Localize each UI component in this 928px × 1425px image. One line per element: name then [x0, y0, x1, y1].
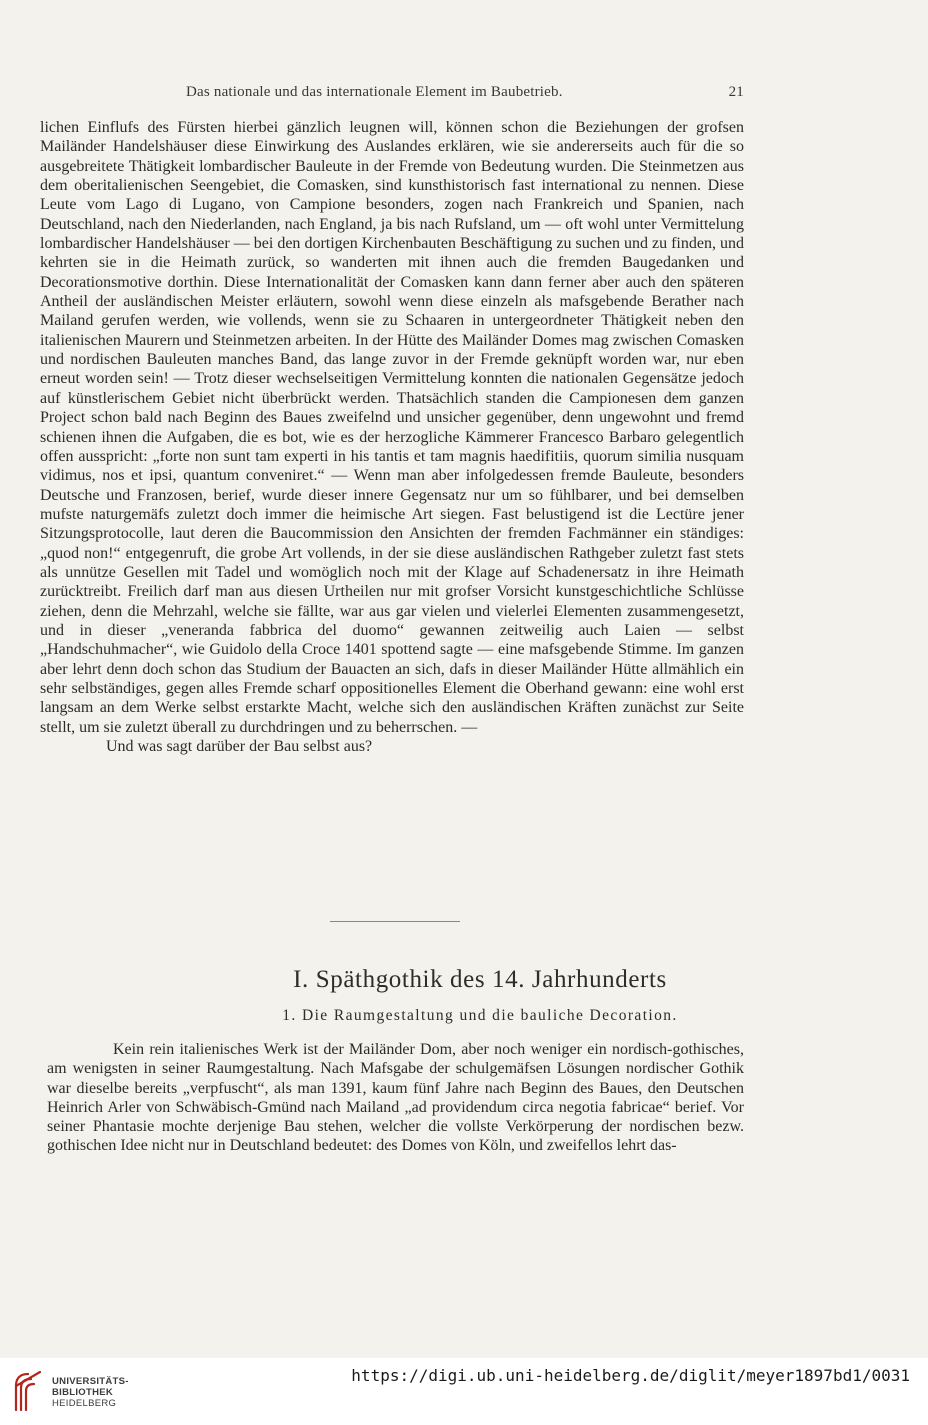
- body-text: [40, 118, 744, 756]
- section-title: 1. Die Raumgestaltung und die bauliche Decoration.: [282, 1007, 678, 1024]
- library-name-line: BIBLIOTHEK: [52, 1387, 114, 1398]
- chapter-title: I. Späthgothik des 14. Jahrhunderts: [293, 966, 667, 993]
- library-name: [52, 1376, 129, 1409]
- body-paragraph: Kein rein italienisches Werk ist der Mailänder Dom, aber noch weniger ein nordisch-gothisches, am wenigsten in seiner Raumgestaltung. Nach Mafsgabe der schulgemäfsen Lösungen nordischer Gothik war dieselbe bereits „verpfuscht“, als man 1391, kaum fünf Jahre nach Beginn des Baues, den Deutschen Heinrich Arler von Schwäbisch-Gmünd nach Mailand „ad providendum circa negotia fabricae“ berief. Vor seiner Phantasie mochte derjenige Bau stehen, welcher die vollste Verkörperung der nordischen bezw. gothischen Idee nicht nur in Deutschland bedeutet: des Domes von Köln, und zweifellos lehrt das-: [47, 1041, 744, 1155]
- section-divider: [330, 921, 460, 922]
- page-number: 21: [728, 84, 744, 100]
- running-head-title: Das nationale und das internationale Element im Baubetrieb.: [186, 84, 563, 100]
- university-library-logo-icon[interactable]: [10, 1366, 50, 1414]
- library-name-line: HEIDELBERG: [52, 1398, 117, 1409]
- body-paragraph: lichen Einflufs des Fürsten hierbei gänzlich leugnen will, können schon die Beziehungen der grofsen Mailänder Handelshäuser diese Einwirkung des Auslandes erklären, wie sie andererseits auch für die so ausgebreitete Thätigkeit lombardischer Bauleute in der Fremde von Bedeutung wurden. Die Steinmetzen aus dem oberitalienischen Seengebiet, die Comasken, sind kunsthistorisch fast international zu nennen. Diese Leute vom Lago di Lugano, von Campione besonders, zogen nach Frankreich und Spanien, nach Deutschland, nach den Niederlanden, nach England, ja bis nach Rufsland, um — oft wohl unter Vermittelung lombardischer Handelshäuser — bei den dortigen Kirchenbauten Beschäftigung zu suchen und zu finden, und kehrten sie in die Heimath zurück, so wanderten mit ihnen auch die fremden Baugedanken und Decorationsmotive dorthin. Diese Internationalität der Comasken kann dann ferner aber auch den späteren Antheil der ausländischen Meister erläutern, sowohl wenn diese einzeln als mafsgebende Berather nach Mailand gerufen werden, wie vollends, wenn sie zu Schaaren in untergeordneter Thätigkeit neben den italienischen Maurern und Steinmetzen arbeiten. In der Hütte des Mailänder Domes mag zwischen Comasken und nordischen Bauleuten manches Band, das lange zuvor in der Fremde geknüpft worden war, nur eben erneut worden sein! — Trotz dieser wechselseitigen Vermittelung konnten die nationalen Gegensätze jedoch auf künstlerischem Gebiet nicht überbrückt werden. Thatsächlich standen die Campionesen dem ganzen Project schon bald nach Beginn des Baues zweifelnd und unsicher gegenüber, denn ungewohnt und fremd schienen ihnen die Aufgaben, die es bot, wie es der herzogliche Kämmerer Francesco Barbaro gelegentlich offen ausspricht: „forte non sunt tam experti in his tantis et tam magnis haedifitiis, quorum similia nusquam vidimus, nos et ipsi, quantum conveniret.“ — Wenn man aber infolgedessen fremde Bauleute, besonders Deutsche und Franzosen, berief, wurde dieser innere Gegensatz nur um so fühlbarer, und bei demselben mufste naturgemäfs zuletzt doch immer die heimische Art siegen. Fast belustigend ist die Lectüre jener Sitzungsprotocolle, laut deren die Baucommission den Ansichten der fremden Fachmänner ein ständiges: „quod non!“ entgegenruft, die grobe Art vollends, in der sie diese ausländischen Rathgeber zuletzt fast stets als unnütze Gesellen mit Tadel und womöglich noch mit der Klage auf Schadenersatz in ihre Heimath zurücktreibt. Freilich darf man aus diesen Urtheilen nur mit grofser Vorsicht kunstgeschichtliche Schlüsse ziehen, denn die Mehrzahl, welche sie fällte, war aus gar vielen und vielerlei Elementen zusammengesetzt, und in dieser „veneranda fabbrica del duomo“ gewannen zeitweilig auch Laien — selbst „Handschuhmacher“, wie Guidolo della Croce 1401 spottend sagte — eine mafsgebende Stimme. Im ganzen aber lehrt denn doch schon das Studium der Bauacten an sich, dafs in dieser Mailänder Hütte allmählich ein sehr selbständiges, gegen alles Fremde scharf oppositionelles Element die Oberhand gewann: eine wohl erst langsam an dem Werke selbst erstarkte Macht, welche sich den ausländischen Kräften zunächst zur Seite stellt, um sie zuletzt überall zu durchdringen und zu beherrschen. —: [40, 119, 744, 736]
- body-paragraph: Und was sagt darüber der Bau selbst aus?: [106, 738, 373, 755]
- library-name-line: UNIVERSITÄTS-: [52, 1376, 129, 1387]
- permalink-url[interactable]: https://digi.ub.uni-heidelberg.de/diglit/meyer1897bd1/0031: [351, 1366, 910, 1385]
- viewer-footer: [0, 1358, 928, 1425]
- section-body-text: [47, 1040, 744, 1156]
